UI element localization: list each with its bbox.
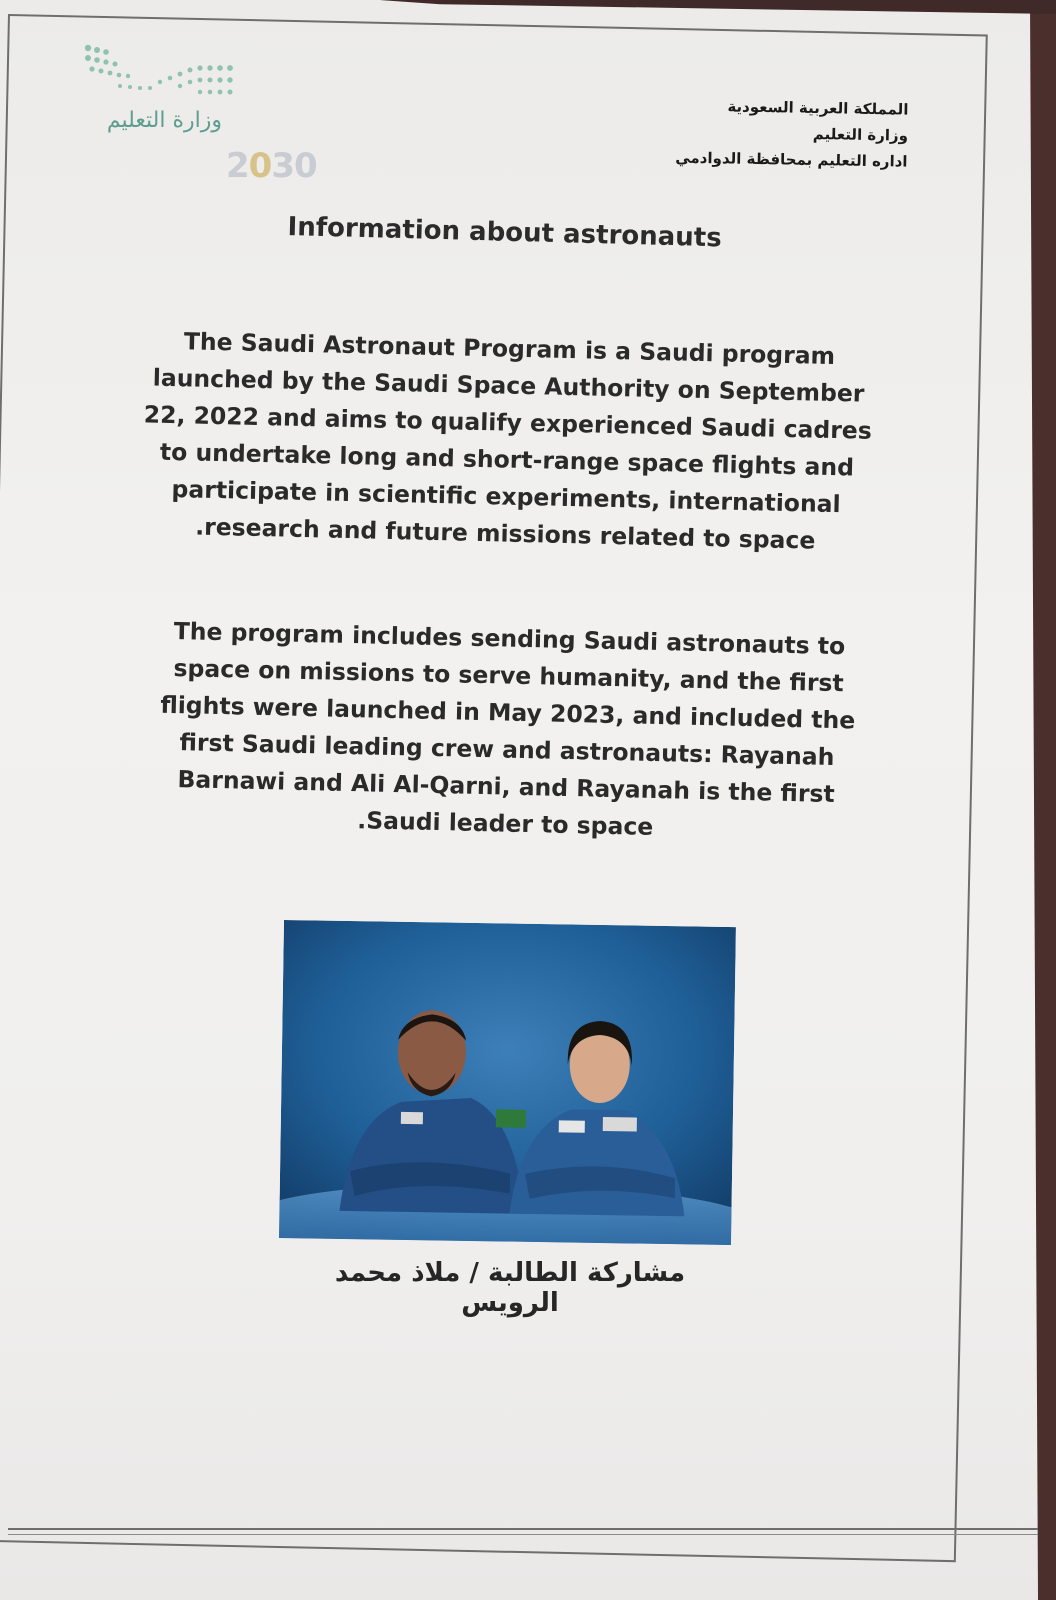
paragraph-line: Barnawi and Ali Al-Qarni, and Rayanah is the first [177, 765, 836, 809]
vision-logo-mid: 0 [248, 146, 272, 186]
paragraph-line: space on missions to serve humanity, and the first [173, 654, 844, 698]
paragraph-line: .research and future missions related to space [194, 512, 816, 555]
page-border-bottom [8, 1528, 1038, 1535]
paragraph-line: first Saudi leading crew and astronauts: Rayanah [179, 728, 835, 772]
page-title: Information about astronauts [287, 212, 723, 254]
letterhead-line: وزارة التعليم [812, 124, 909, 145]
ministry-logo-icon [80, 42, 240, 102]
paragraph-line: launched by the Saudi Space Authority on September [152, 363, 865, 408]
vision-logo-left: 2 [226, 146, 249, 186]
paragraph-line: participate in scientific experiments, international [171, 474, 841, 519]
vision-logo-right: 30 [271, 146, 317, 186]
paragraph-line: flights were launched in May 2023, and included the [160, 690, 856, 735]
letterhead-line: اداره التعليم بمحافظة الدوادمي [675, 148, 908, 171]
paragraph-missions [125, 612, 890, 851]
paragraph-line: .Saudi leader to space [357, 806, 654, 841]
paragraph-program [125, 322, 890, 561]
paragraph-line: The program includes sending Saudi astronauts to [173, 617, 846, 661]
paragraph-line: to undertake long and short-range space flights and [159, 437, 855, 482]
paragraph-line: The Saudi Astronaut Program is a Saudi program [183, 327, 836, 371]
student-signature: مشاركة الطالبة / ملاذ محمد الرويس [334, 1258, 686, 1318]
paragraph-line: 22, 2022 and aims to qualify experienced Saudi cadres [143, 400, 873, 445]
arabic-letterhead [607, 91, 908, 174]
astronauts-photo [279, 920, 736, 1245]
astronauts-photo-icon [279, 920, 736, 1245]
vision-2030-logo [226, 146, 317, 186]
ministry-logo-text: وزارة التعليم [106, 108, 222, 133]
letterhead-line: المملكة العربية السعودية [727, 97, 909, 119]
